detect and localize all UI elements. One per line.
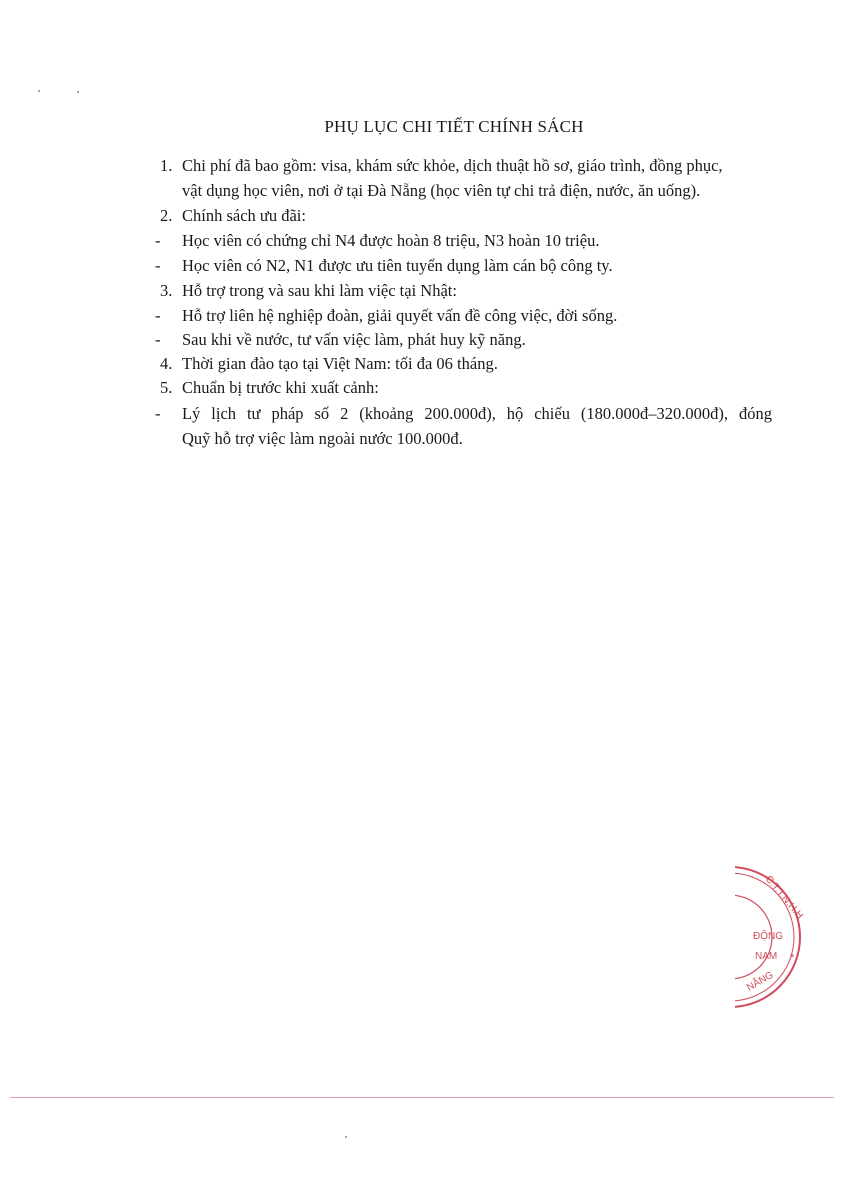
seal-mid-2: NAM [755,951,778,962]
seal-top-text: C.T.T.N.H.H [762,873,805,922]
item-2b-line-1: Học viên có N2, N1 được ưu tiên tuyển dụng làm cán bộ công ty. [182,256,613,275]
item-5-marker: 5. [160,378,173,397]
item-1-marker: 1. [160,156,173,175]
seal-bottom-text: NẴNG [745,969,776,994]
item-2a-line-1: Học viên có chứng chỉ N4 được hoàn 8 triệu, N3 hoàn 10 triệu. [182,231,600,250]
seal-mid-1: ĐỘNG [753,931,783,942]
page-title: PHỤ LỤC CHI TIẾT CHÍNH SÁCH [324,117,584,136]
seal-icon [735,865,805,1010]
seal-star: * [790,952,795,964]
item-2a-marker: - [155,231,161,250]
item-3b-marker: - [155,330,161,349]
item-5-line-1: Chuẩn bị trước khi xuất cảnh: [182,378,379,397]
scan-speck [345,1136,347,1138]
item-2-line-1: Chính sách ưu đãi: [182,206,306,225]
footer-rule [10,1097,834,1098]
item-2b-marker: - [155,256,161,275]
scan-speck [77,91,79,93]
item-5a-line-1: Lý lịch tư pháp số 2 (khoảng 200.000đ), hộ chiếu (180.000đ–320.000đ), đóng [182,404,772,423]
item-3b-line-1: Sau khi về nước, tư vấn việc làm, phát huy kỹ năng. [182,330,526,349]
item-3-line-1: Hỗ trợ trong và sau khi làm việc tại Nhật: [182,281,457,300]
item-4-line-1: Thời gian đào tạo tại Việt Nam: tối đa 06 tháng. [182,354,498,373]
item-3-marker: 3. [160,281,173,300]
item-1-line-2: vật dụng học viên, nơi ở tại Đà Nẵng (học viên tự chi trả điện, nước, ăn uống). [182,181,701,200]
scan-speck [38,90,40,92]
item-1-line-1: Chi phí đã bao gồm: visa, khám sức khỏe, dịch thuật hồ sơ, giáo trình, đồng phục, [182,156,723,175]
item-3a-marker: - [155,306,161,325]
item-4-marker: 4. [160,354,173,373]
item-5a-marker: - [155,404,161,423]
item-3a-line-1: Hỗ trợ liên hệ nghiệp đoàn, giải quyết vấn đề công việc, đời sống. [182,306,618,325]
company-seal [735,865,805,1010]
item-2-marker: 2. [160,206,173,225]
item-5a-line-2: Quỹ hỗ trợ việc làm ngoài nước 100.000đ. [182,429,463,448]
